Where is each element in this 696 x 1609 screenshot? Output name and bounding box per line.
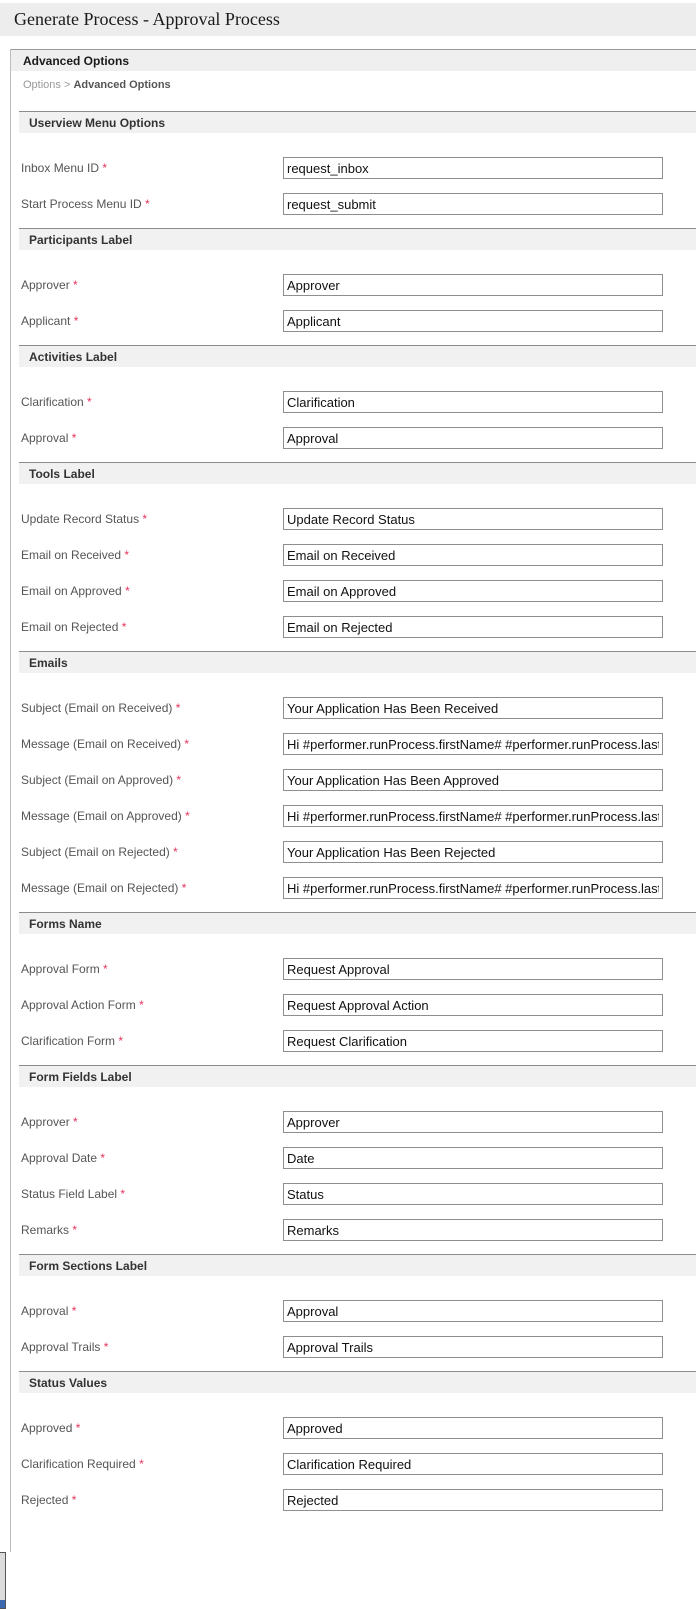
field-label: Subject (Email on Rejected) *	[21, 845, 178, 859]
email-on-approved-input[interactable]	[283, 580, 663, 602]
required-asterisk: *	[102, 161, 108, 175]
field-label: Start Process Menu ID *	[21, 197, 150, 211]
form-row	[11, 762, 696, 798]
field-label: Approval *	[21, 431, 77, 445]
required-asterisk: *	[184, 737, 190, 751]
field-label: Clarification *	[21, 395, 92, 409]
section-header: Forms Name	[19, 912, 696, 934]
field-label: Message (Email on Approved) *	[21, 809, 190, 823]
partial-window-edge-footer	[0, 1600, 5, 1608]
section-header: Form Sections Label	[19, 1254, 696, 1276]
form-row	[11, 1293, 696, 1329]
subject-email-on-received-input[interactable]	[283, 697, 663, 719]
breadcrumb	[11, 71, 696, 91]
field-label: Email on Rejected *	[21, 620, 127, 634]
clarification-form-input[interactable]	[283, 1030, 663, 1052]
form-row	[11, 537, 696, 573]
remarks-input[interactable]	[283, 1219, 663, 1241]
required-asterisk: *	[125, 584, 130, 598]
field-label: Approval Date *	[21, 1151, 106, 1165]
field-label: Subject (Email on Received) *	[21, 701, 181, 715]
approval-input[interactable]	[283, 427, 663, 449]
form-section-form-fields-label	[11, 1065, 696, 1254]
clarification-input[interactable]	[283, 391, 663, 413]
form-row	[11, 1329, 696, 1365]
partial-window-edge	[0, 1552, 6, 1609]
form-row	[11, 384, 696, 420]
required-asterisk: *	[124, 548, 130, 562]
inbox-menu-id-input[interactable]	[283, 157, 663, 179]
form-row	[11, 1482, 696, 1518]
field-label: Message (Email on Rejected) *	[21, 881, 187, 895]
panel-header	[11, 49, 696, 71]
form-row	[11, 1410, 696, 1446]
required-asterisk: *	[71, 1304, 77, 1318]
field-label: Email on Received *	[21, 548, 130, 562]
field-label: Applicant *	[21, 314, 79, 328]
message-email-on-approved-input[interactable]	[283, 805, 663, 827]
section-body	[11, 934, 696, 1065]
field-label: Approval Trails *	[21, 1340, 109, 1354]
approval-date-input[interactable]	[283, 1147, 663, 1169]
subject-email-on-approved-input[interactable]	[283, 769, 663, 791]
approval-form-input[interactable]	[283, 958, 663, 980]
section-body	[11, 1276, 696, 1371]
field-label: Approval *	[21, 1304, 77, 1318]
form-sections	[11, 111, 696, 1524]
required-asterisk: *	[185, 809, 190, 823]
approver-input[interactable]	[283, 1111, 663, 1133]
section-body	[11, 673, 696, 912]
form-row	[11, 690, 696, 726]
field-label: Clarification Required *	[21, 1457, 144, 1471]
status-field-label-input[interactable]	[283, 1183, 663, 1205]
form-row	[11, 1023, 696, 1059]
form-row	[11, 501, 696, 537]
section-header: Status Values	[19, 1371, 696, 1393]
form-row	[11, 267, 696, 303]
approved-input[interactable]	[283, 1417, 663, 1439]
field-label: Remarks *	[21, 1223, 78, 1237]
required-asterisk: *	[145, 197, 150, 211]
wizard-panel	[10, 49, 696, 1552]
section-body	[11, 367, 696, 462]
required-asterisk: *	[73, 1115, 78, 1129]
section-header: Tools Label	[19, 462, 696, 484]
form-section-participants-label	[11, 228, 696, 345]
required-asterisk: *	[139, 1457, 144, 1471]
breadcrumb-parent[interactable]: Options	[23, 79, 61, 91]
message-email-on-rejected-input[interactable]	[283, 877, 663, 899]
subject-email-on-rejected-input[interactable]	[283, 841, 663, 863]
required-asterisk: *	[87, 395, 92, 409]
section-header: Userview Menu Options	[19, 111, 696, 133]
field-label: Approver *	[21, 278, 78, 292]
section-body	[11, 250, 696, 345]
update-record-status-input[interactable]	[283, 508, 663, 530]
required-asterisk: *	[173, 845, 178, 859]
section-body	[11, 1393, 696, 1524]
form-section-tools-label	[11, 462, 696, 651]
approval-action-form-input[interactable]	[283, 994, 663, 1016]
form-row	[11, 420, 696, 456]
form-row	[11, 1140, 696, 1176]
required-asterisk: *	[100, 1151, 106, 1165]
form-row	[11, 870, 696, 906]
field-label: Email on Approved *	[21, 584, 130, 598]
form-section-userview-menu-options	[11, 111, 696, 228]
required-asterisk: *	[73, 314, 79, 328]
form-row	[11, 1446, 696, 1482]
required-asterisk: *	[73, 278, 78, 292]
section-body	[11, 1087, 696, 1254]
required-asterisk: *	[72, 1223, 78, 1237]
section-header: Participants Label	[19, 228, 696, 250]
form-row	[11, 1212, 696, 1248]
field-label: Approver *	[21, 1115, 78, 1129]
email-on-rejected-input[interactable]	[283, 616, 663, 638]
start-process-menu-id-input[interactable]	[283, 193, 663, 215]
section-body	[11, 133, 696, 228]
required-asterisk: *	[75, 1421, 81, 1435]
form-row	[11, 951, 696, 987]
required-asterisk: *	[175, 701, 181, 715]
form-row	[11, 798, 696, 834]
form-section-status-values	[11, 1371, 696, 1524]
form-section-forms-name	[11, 912, 696, 1065]
form-row	[11, 303, 696, 339]
field-label: Update Record Status *	[21, 512, 148, 526]
field-label: Clarification Form *	[21, 1034, 124, 1048]
field-label: Approved *	[21, 1421, 81, 1435]
field-label: Approval Action Form *	[21, 998, 144, 1012]
form-section-form-sections-label	[11, 1254, 696, 1371]
form-section-activities-label	[11, 345, 696, 462]
clarification-required-input[interactable]	[283, 1453, 663, 1475]
field-label: Message (Email on Received) *	[21, 737, 190, 751]
form-row	[11, 186, 696, 222]
form-section-emails	[11, 651, 696, 912]
form-row	[11, 609, 696, 645]
message-email-on-received-input[interactable]	[283, 733, 663, 755]
field-label: Approval Form *	[21, 962, 108, 976]
form-row	[11, 987, 696, 1023]
section-header: Activities Label	[19, 345, 696, 367]
field-label: Inbox Menu ID *	[21, 161, 108, 175]
field-label: Rejected *	[21, 1493, 77, 1507]
approval-trails-input[interactable]	[283, 1336, 663, 1358]
titlebar	[0, 3, 696, 36]
section-header: Form Fields Label	[19, 1065, 696, 1087]
required-asterisk: *	[71, 431, 77, 445]
required-asterisk: *	[103, 1340, 109, 1354]
panel-title: Advanced Options	[23, 54, 130, 68]
rejected-input[interactable]	[283, 1489, 663, 1511]
required-asterisk: *	[103, 962, 108, 976]
page-title: Generate Process - Approval Process	[14, 9, 280, 29]
email-on-received-input[interactable]	[283, 544, 663, 566]
approval-input[interactable]	[283, 1300, 663, 1322]
required-asterisk: *	[71, 1493, 77, 1507]
section-body	[11, 484, 696, 651]
required-asterisk: *	[181, 881, 187, 895]
required-asterisk: *	[139, 998, 144, 1012]
required-asterisk: *	[176, 773, 182, 787]
breadcrumb-separator: >	[63, 79, 71, 91]
field-label: Status Field Label *	[21, 1187, 126, 1201]
form-row	[11, 573, 696, 609]
required-asterisk: *	[142, 512, 148, 526]
form-row	[11, 150, 696, 186]
applicant-input[interactable]	[283, 310, 663, 332]
required-asterisk: *	[120, 1187, 126, 1201]
field-label: Subject (Email on Approved) *	[21, 773, 182, 787]
section-header: Emails	[19, 651, 696, 673]
form-row	[11, 1104, 696, 1140]
form-row	[11, 834, 696, 870]
breadcrumb-current: Advanced Options	[73, 79, 171, 91]
required-asterisk: *	[121, 620, 127, 634]
form-row	[11, 1176, 696, 1212]
approver-input[interactable]	[283, 274, 663, 296]
required-asterisk: *	[118, 1034, 124, 1048]
form-row	[11, 726, 696, 762]
